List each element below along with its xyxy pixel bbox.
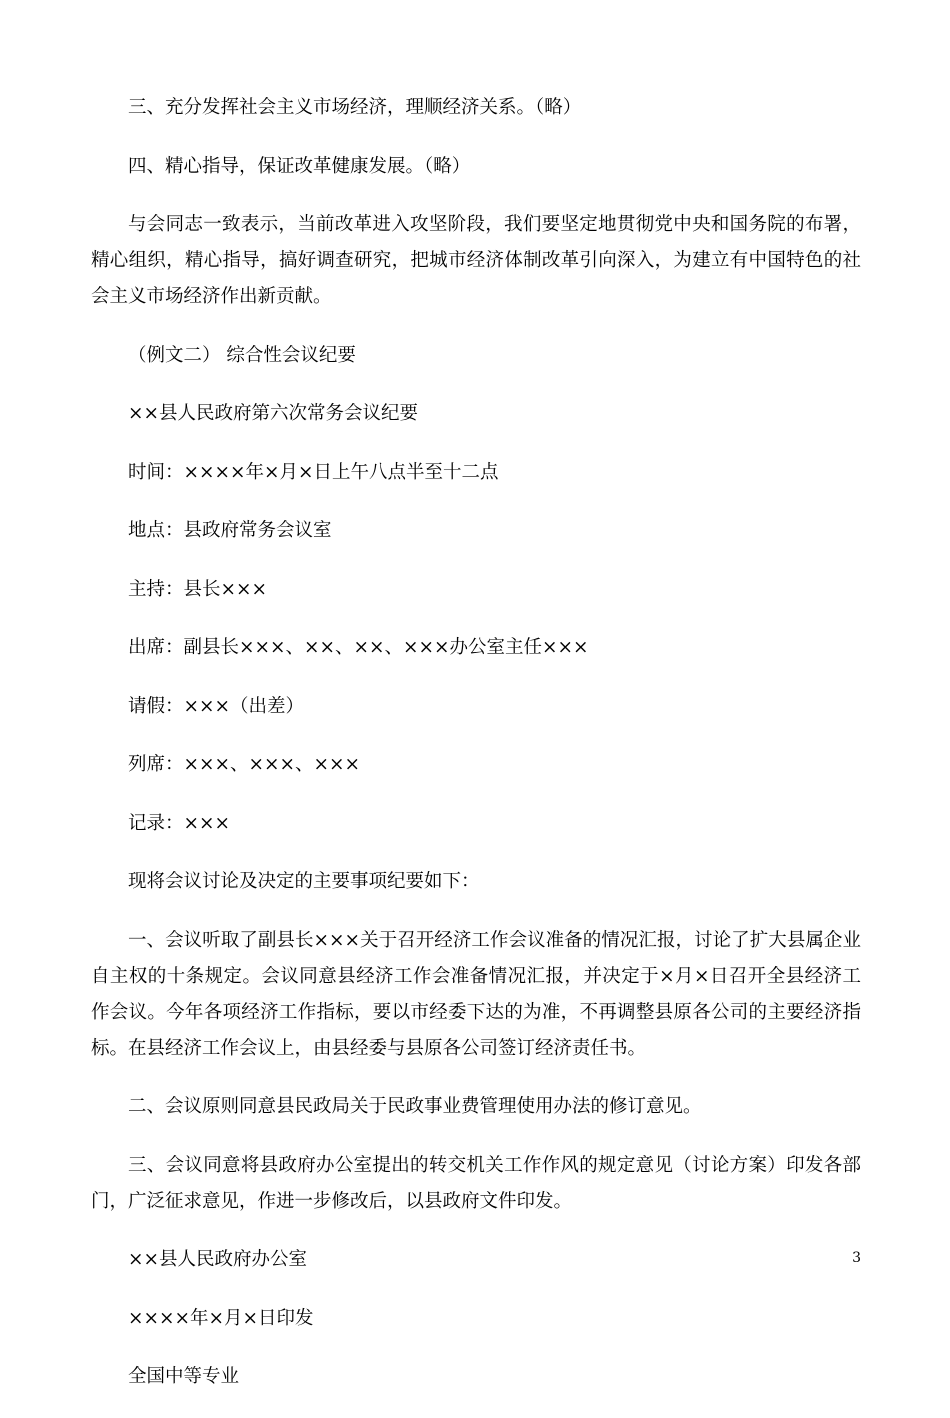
decision-one: 一、会议听取了副县长×××关于召开经济工作会议准备的情况汇报，讨论了扩大县属企业自主权的十条规定。会议同意县经济工作会准备情况汇报，并决定于×月×日召开全县经济工作会议。今年各项经济工作指标，要以市经委下达的为准，不再调整县原各公司的主要经济指标。在县经济工作会议上，由县经委与县原各公司签订经济责任书。 bbox=[91, 929, 861, 1059]
issuer-office: ××县人民政府办公室 bbox=[128, 1249, 308, 1270]
paragraph-conclusion: 与会同志一致表示，当前改革进入攻坚阶段，我们要坚定地贯彻党中央和国务院的布署，精心组织，精心指导，搞好调查研究，把城市经济体制改革引向深入，为建立有中国特色的社会主义市场经济作出新贡献。 bbox=[91, 214, 861, 307]
minutes-title: ××县人民政府第六次常务会议纪要 bbox=[128, 403, 419, 424]
minutes-intro: 现将会议讨论及决定的主要事项纪要如下： bbox=[128, 871, 480, 892]
meeting-recorder: 记录：××× bbox=[128, 812, 231, 834]
meeting-location: 地点：县政府常务会议室 bbox=[128, 520, 332, 541]
decision-two: 二、会议原则同意县民政局关于民政事业费管理使用办法的修订意见。 bbox=[128, 1096, 702, 1117]
meeting-leave: 请假：×××（出差） bbox=[128, 695, 305, 717]
meeting-attendees: 出席：副县长×××、××、××、×××办公室主任××× bbox=[128, 637, 589, 658]
paragraph-section-three: 三、充分发挥社会主义市场经济，理顺经济关系。（略） bbox=[128, 97, 582, 118]
paragraph-section-four: 四、精心指导，保证改革健康发展。（略） bbox=[128, 155, 471, 177]
issue-date: ××××年×月×日印发 bbox=[128, 1307, 314, 1329]
meeting-host: 主持：县长××× bbox=[128, 578, 268, 600]
meeting-time: 时间：××××年×月×日上午八点半至十二点 bbox=[128, 461, 499, 483]
document-body bbox=[91, 90, 861, 1418]
page-number: 3 bbox=[852, 1250, 861, 1266]
meeting-observers: 列席：×××、×××、××× bbox=[128, 754, 361, 775]
example-heading: （例文二） 综合性会议纪要 bbox=[128, 344, 356, 366]
decision-three: 三、会议同意将县政府办公室提出的转交机关工作作风的规定意见（讨论方案）印发各部门，广泛征求意见，作进一步修改后，以县政府文件印发。 bbox=[91, 1154, 861, 1212]
trailing-text: 全国中等专业 bbox=[128, 1366, 240, 1387]
